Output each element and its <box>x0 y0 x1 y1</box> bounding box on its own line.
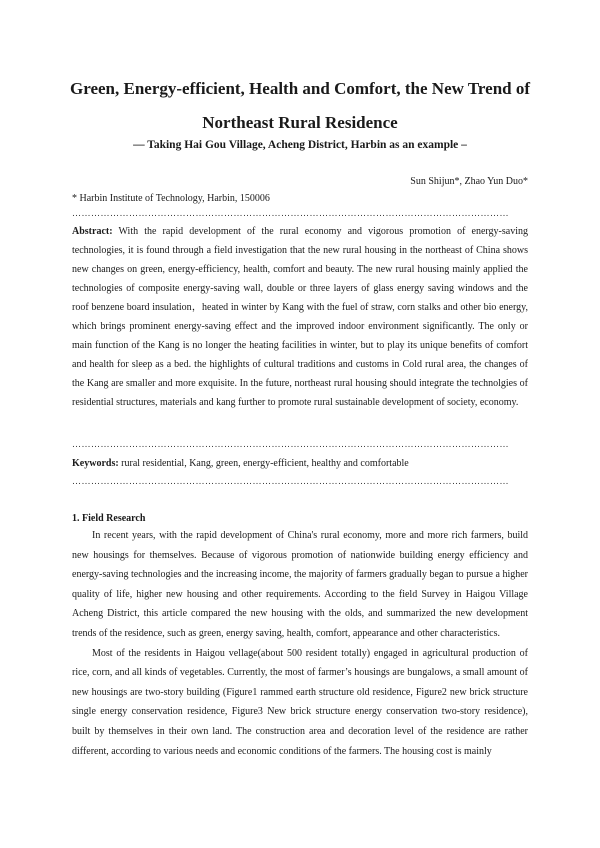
paper-title-line-1: Green, Energy-efficient, Health and Comfort, the New Trend of <box>69 79 531 98</box>
abstract <box>72 222 528 412</box>
body-paragraph-2: Most of the residents in Haigou vellage(about 500 resident totally) engaged in agricultural production of rice, corn, and all kinds of vegetables. Currently, the most of farmer’s housings are bungalows, a small amount of new housings are two-story building (Figure1 rammed earth structure old residence, Figure2 new brick structure single energy conservation residence, Figure3 New brick structure energy conservation two-story residence), built by themselves in their own land. The construction area and decoration level of the residence are rather different, according to various needs and economic conditions of the farmers. The housing cost is mainly <box>72 647 528 757</box>
separator-top: ………………………………………………………………………………………………………………………… <box>72 208 509 218</box>
abstract-label: Abstract: <box>72 226 113 237</box>
abstract-text: With the rapid development of the rural economy and vigorous promotion of energy-saving technologies, it is found through a field investigation that the new rural housing in the northeast of China shows new changes on green, energy-efficiency, health, comfort and beauty. The new rural housing mainly applied the technologies of composite energy-saving wall, double or three layers of glass energy saving windows and the roof benzene board insulation，heated in winter by Kang with the fuel of straw, corn stalks and other bio energy, which brings prominent energy-saving effect and the improved indoor environment significantly. The only or main function of the Kang is no longer the heating facilities in winter, but to play its unique benefits of comfort and health for sleep as a bed. the highlights of cultural traditions and customs in Cold rural area, the changes of the Kang are smaller and more exquisite. In the future, northeast rural housing should integrate the technolgies of residential structures, materials and kang further to promote rural sustainable development of society, economy. <box>72 226 528 408</box>
paper-subtitle: — Taking Hai Gou Village, Acheng District, Harbin as an example – <box>133 139 467 151</box>
separator-bottom: ………………………………………………………………………………………………………………………… <box>72 476 509 486</box>
section-body <box>72 526 528 761</box>
separator-middle: ………………………………………………………………………………………………………………………… <box>72 439 509 449</box>
affiliation: * Harbin Institute of Technology, Harbin, 150006 <box>72 193 270 204</box>
keywords <box>72 457 528 471</box>
paper-title-line-2: Northeast Rural Residence <box>202 113 398 132</box>
author-list: Sun Shijun*, Zhao Yun Duo* <box>410 176 528 187</box>
body-paragraph-1: In recent years, with the rapid development of China's rural economy, more and more rich farmers, build new housings for themselves. Because of vigorous promotion of nationwide building energy efficiency and energy-saving technologies and the increasing income, the majority of farmers gradually began to pursue a higher quality of life, higher new housing and other requirements. According to the field Survey in Haigou Village Acheng District, this article compared the new housing with the olds, and summarized the new development trends of the residence, such as green, energy saving, health, comfort, appearance and other characteristics. <box>72 530 528 639</box>
keywords-text: rural residential, Kang, green, energy-efficient, healthy and comfortable <box>121 458 409 469</box>
section-heading-field-research: 1. Field Research <box>72 513 146 524</box>
keywords-label: Keywords: <box>72 458 119 469</box>
